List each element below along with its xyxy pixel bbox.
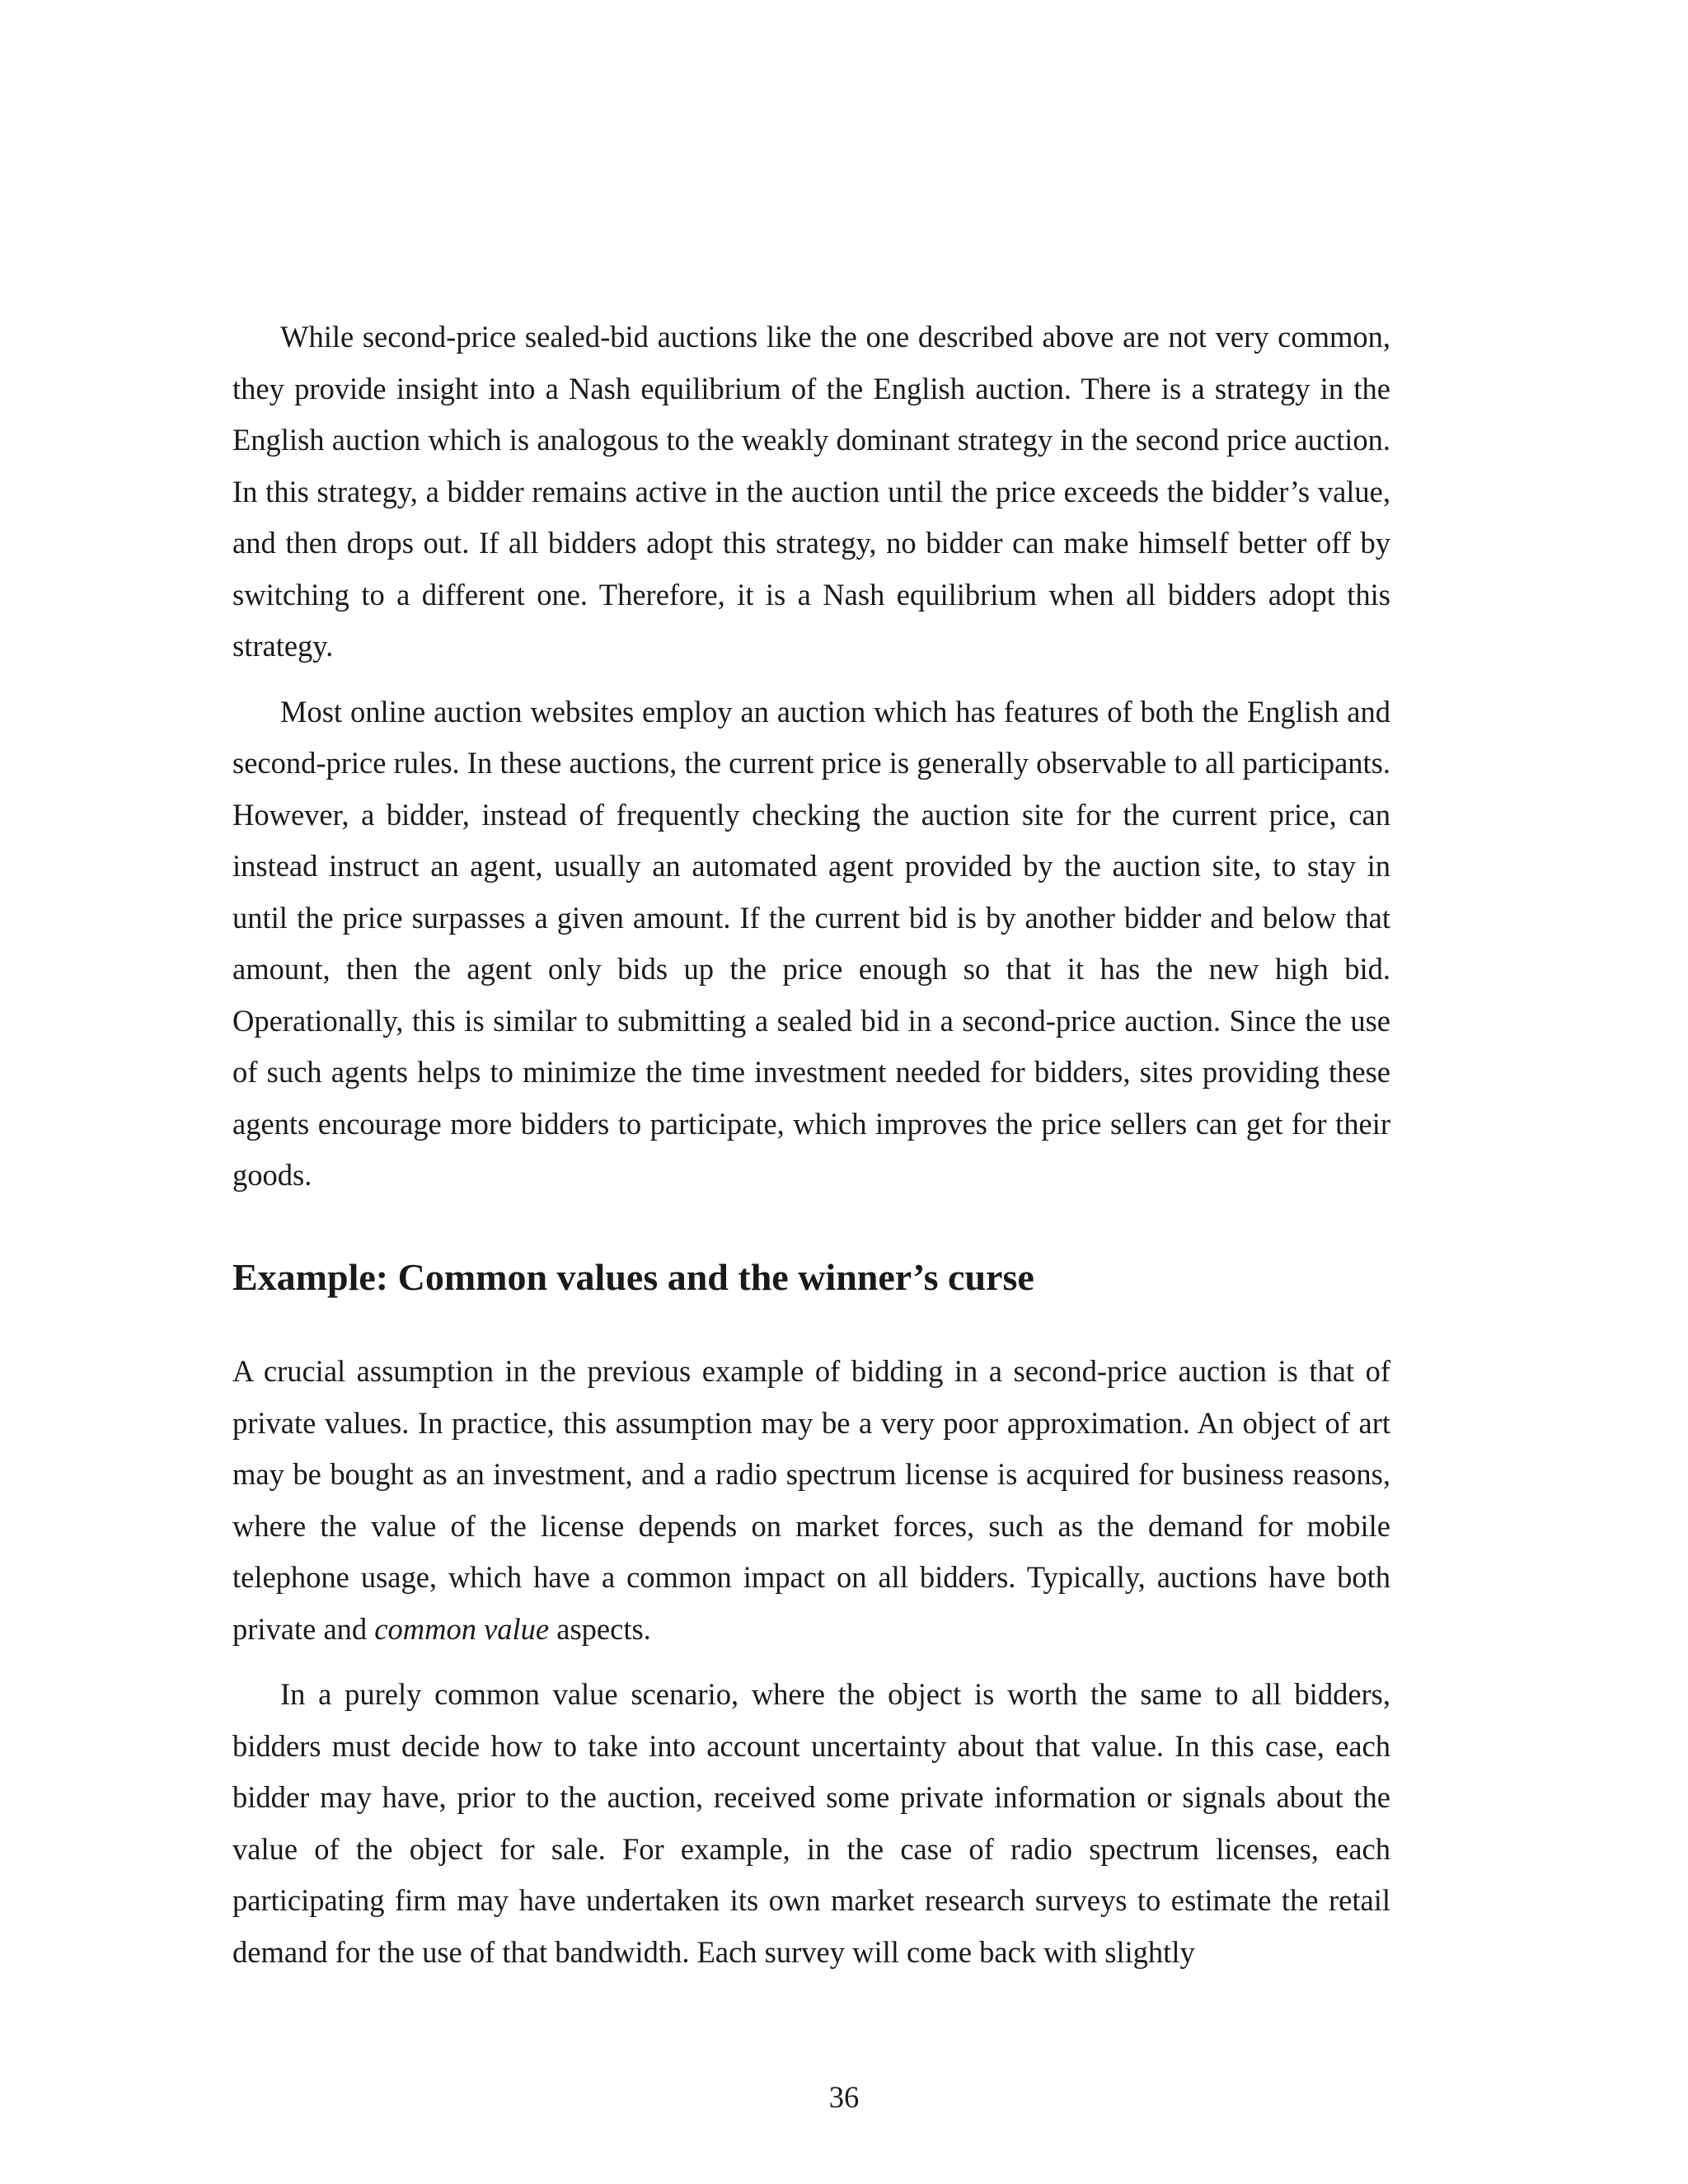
paragraph-private-values — [232, 1346, 1390, 1655]
body-text-top — [232, 312, 1390, 1969]
body-text-common-values — [232, 1346, 1390, 1978]
paragraph-online-auctions: Most online auction websites employ an auction which has features of both the English and second-price rules. In these auctions, the current price is generally observable to all participants. However, a bidder, instead of frequently checking the auction site for the current price, can instead instruct an agent, usually an automated agent provided by the auction site, to stay in until the price surpasses a given amount. If the current bid is by another bidder and below that amount, then the agent only bids up the price enough so that it has the new high bid. Operationally, this is similar to submitting a sealed bid in a second-price auction. Since the use of such agents helps to minimize the time investment needed for bidders, sites providing these agents encourage more bidders to participate, which improves the price sellers can get for their goods. — [232, 694, 1390, 1192]
italic-term-common-value: common value — [374, 1611, 550, 1646]
paragraph-second-price-english: While second-price sealed-bid auctions like the one described above are not very common, they provide insight into a Nash equilibrium of the English auction. There is a strategy in the English auction which is analogous to the weakly dominant strategy in the second price auction. In this strategy, a bidder remains active in the auction until the price exceeds the bidder’s value, and then drops out. If all bidders adopt this strategy, no bidder can make himself better off by switching to a different one. Therefore, it is a Nash equilibrium when all bidders adopt this strategy. — [232, 320, 1390, 663]
paragraph-private-values-text: A crucial assumption in the previous example of bidding in a second-price auction is that of private values. In practice, this assumption may be a very poor approximation. An object of art may be bought as an investment, and a radio spectrum license is acquired for business reasons, where the value of the license depends on market forces, such as the demand for mobile telephone usage, which have a common impact on all bidders. Typically, auctions have both private and — [232, 1354, 1390, 1646]
paragraph-pure-common-value: In a purely common value scenario, where the object is worth the same to all bidders, bidders must decide how to take into account uncertainty about that value. In this case, each bidder may have, prior to the auction, received some private information or signals about the value of the object for sale. For example, in the case of radio spectrum licenses, each participating firm may have undertaken its own market research surveys to estimate the retail demand for the use of that bandwidth. Each survey will come back with slightly — [232, 1677, 1390, 1969]
section-heading-common-values: Example: Common values and the winner’s curse — [232, 1256, 1034, 1298]
paragraph-private-values-end: aspects. — [549, 1611, 651, 1646]
page-number: 36 — [828, 2080, 860, 2114]
